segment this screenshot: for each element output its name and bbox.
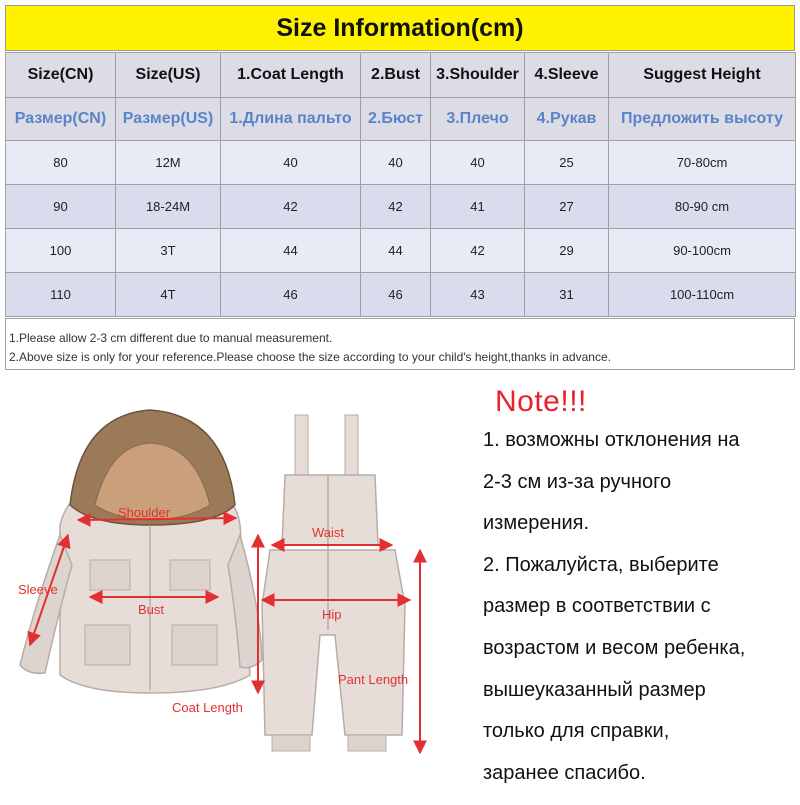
header-cell-ru: 1.Длина пальто bbox=[221, 98, 361, 141]
table-cell: 12M bbox=[116, 141, 221, 185]
size-info-title: Size Information(cm) bbox=[5, 5, 795, 51]
note-text-line: размер в соответствии с bbox=[483, 595, 711, 618]
note-line: 1.Please allow 2-3 cm different due to manual measurement. bbox=[9, 331, 333, 345]
table-row bbox=[6, 273, 796, 317]
pant-length-label: Pant Length bbox=[338, 672, 409, 687]
header-cell: Size(US) bbox=[116, 53, 221, 98]
table-row bbox=[6, 229, 796, 273]
table-cell: 40 bbox=[221, 141, 361, 185]
table-cell: 41 bbox=[431, 185, 525, 229]
bust-label: Bust bbox=[138, 602, 165, 617]
header-cell: 3.Shoulder bbox=[431, 53, 525, 98]
table-cell: 27 bbox=[525, 185, 609, 229]
table-cell: 44 bbox=[361, 229, 431, 273]
table-cell: 80-90 cm bbox=[609, 185, 796, 229]
snow-pants-illustration bbox=[262, 415, 405, 751]
table-cell: 29 bbox=[525, 229, 609, 273]
header-cell-ru: 3.Плечо bbox=[431, 98, 525, 141]
note-line: 2.Above size is only for your reference.Please choose the size according to your child's height,thanks in advance. bbox=[9, 350, 611, 364]
hip-label: Hip bbox=[322, 607, 342, 622]
table-cell: 4T bbox=[116, 273, 221, 317]
table-cell: 46 bbox=[221, 273, 361, 317]
header-cell: 2.Bust bbox=[361, 53, 431, 98]
table-cell: 40 bbox=[361, 141, 431, 185]
table-cell: 44 bbox=[221, 229, 361, 273]
table-row bbox=[6, 185, 796, 229]
table-cell: 80 bbox=[6, 141, 116, 185]
header-cell-ru: 4.Рукав bbox=[525, 98, 609, 141]
note-text-line: возрастом и весом ребенка, bbox=[483, 636, 746, 659]
header-cell: Size(CN) bbox=[6, 53, 116, 98]
note-title: Note!!! bbox=[495, 385, 587, 418]
table-cell: 42 bbox=[361, 185, 431, 229]
header-cell-ru: Размер(US) bbox=[116, 98, 221, 141]
table-cell: 42 bbox=[221, 185, 361, 229]
table-cell: 46 bbox=[361, 273, 431, 317]
note-text-line: только для справки, bbox=[483, 720, 670, 743]
table-cell: 70-80cm bbox=[609, 141, 796, 185]
table-cell: 90-100cm bbox=[609, 229, 796, 273]
table-cell: 100-110cm bbox=[609, 273, 796, 317]
waist-label: Waist bbox=[312, 525, 345, 540]
header-cell: 4.Sleeve bbox=[525, 53, 609, 98]
note-text-ru bbox=[483, 420, 798, 794]
note-text-line: заранее спасибо. bbox=[483, 761, 646, 784]
header-cell-ru: Предложить высоту bbox=[609, 98, 796, 141]
jacket-illustration bbox=[20, 410, 262, 693]
coat-length-label: Coat Length bbox=[172, 700, 243, 715]
table-cell: 31 bbox=[525, 273, 609, 317]
measurement-notes bbox=[5, 318, 795, 370]
table-row bbox=[6, 141, 796, 185]
shoulder-label: Shoulder bbox=[118, 505, 171, 520]
header-cell-ru: Размер(CN) bbox=[6, 98, 116, 141]
table-cell: 100 bbox=[6, 229, 116, 273]
table-cell: 110 bbox=[6, 273, 116, 317]
table-cell: 42 bbox=[431, 229, 525, 273]
garment-drawing bbox=[0, 375, 470, 800]
header-row bbox=[6, 53, 796, 98]
note-text-line: 2-3 см из-за ручного bbox=[483, 470, 672, 493]
note-text-line: 1. возможны отклонения на bbox=[483, 429, 740, 451]
table-cell: 25 bbox=[525, 141, 609, 185]
table-cell: 3T bbox=[116, 229, 221, 273]
note-text-line: измерения. bbox=[483, 512, 590, 535]
table-cell: 90 bbox=[6, 185, 116, 229]
table-cell: 40 bbox=[431, 141, 525, 185]
note-text-line: вышеуказанный размер bbox=[483, 678, 706, 701]
table-cell: 43 bbox=[431, 273, 525, 317]
size-table bbox=[5, 52, 796, 317]
header-cell-ru: 2.Бюст bbox=[361, 98, 431, 141]
garment-illustration bbox=[0, 375, 470, 800]
table-cell: 18-24M bbox=[116, 185, 221, 229]
header-cell: 1.Coat Length bbox=[221, 53, 361, 98]
header-row-ru bbox=[6, 98, 796, 141]
header-cell: Suggest Height bbox=[609, 53, 796, 98]
sleeve-label: Sleeve bbox=[18, 582, 58, 597]
note-text-line: 2. Пожалуйста, выберите bbox=[483, 553, 719, 576]
